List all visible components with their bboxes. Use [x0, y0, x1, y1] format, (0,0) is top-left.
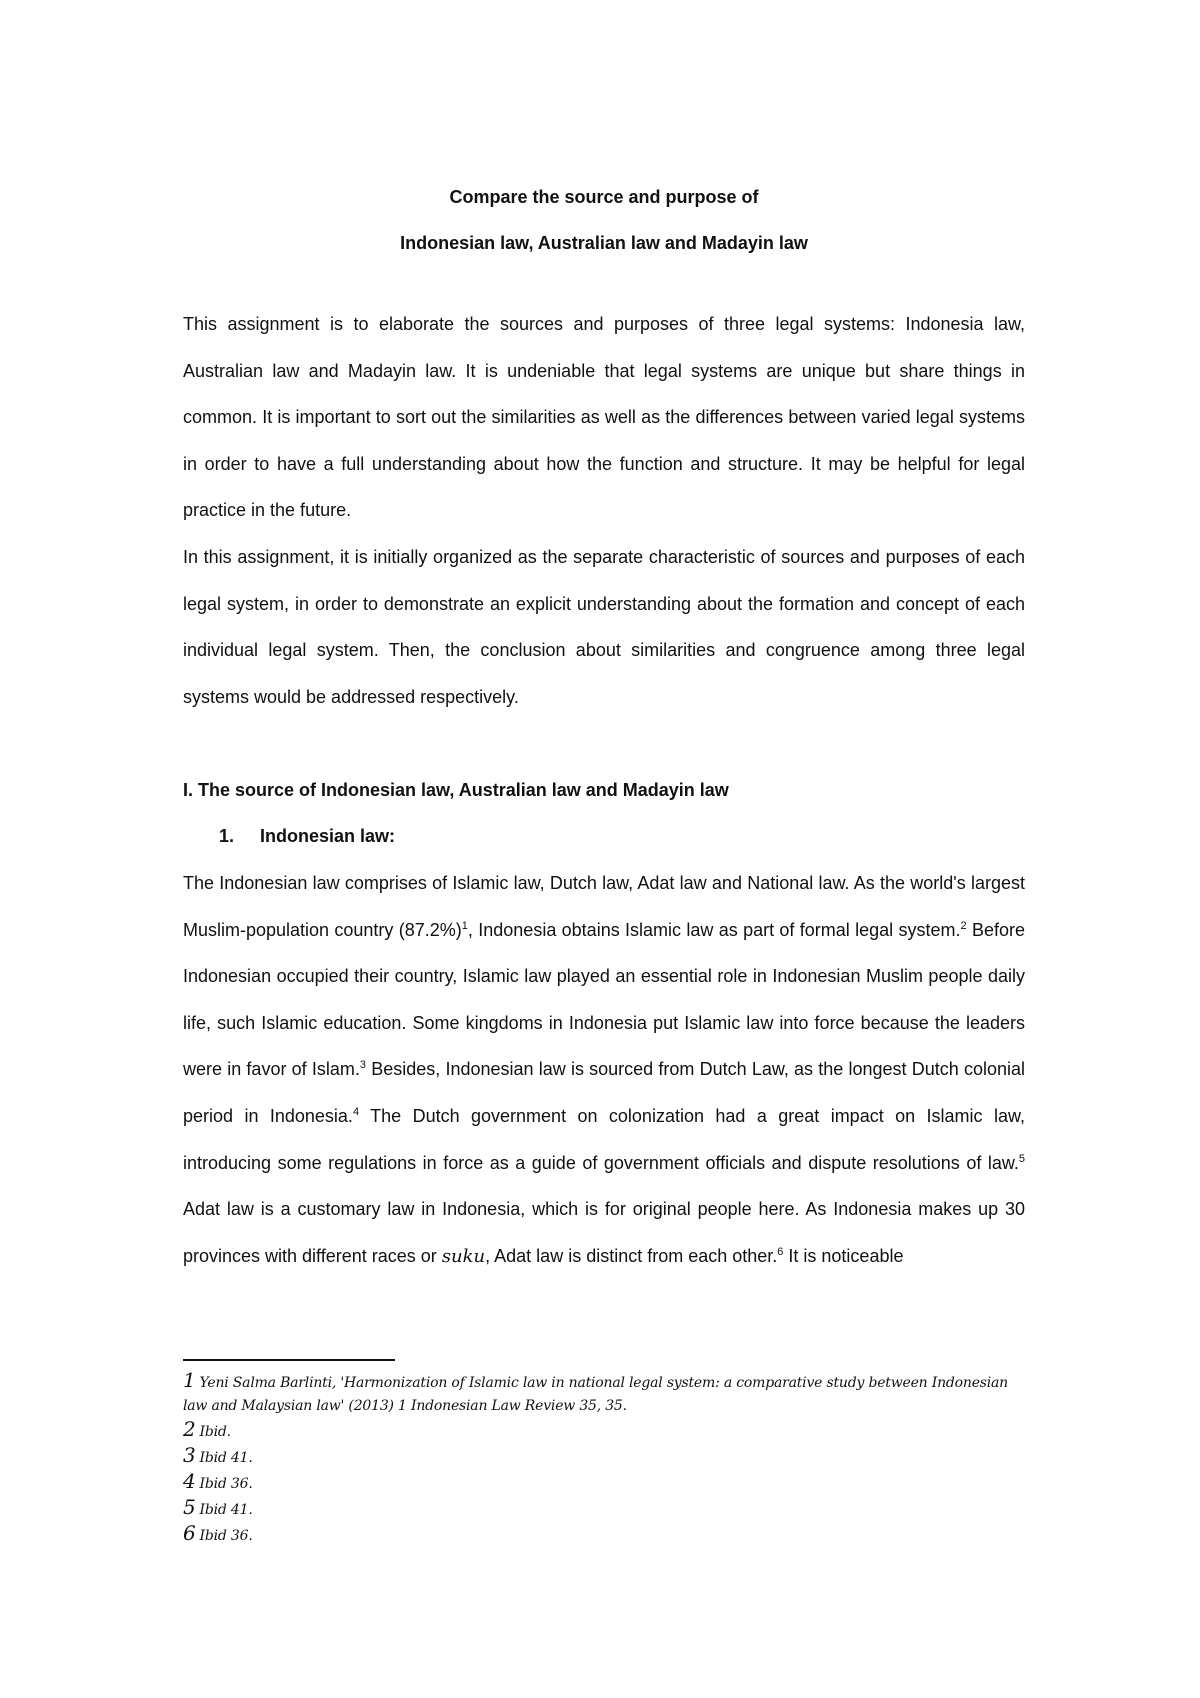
- footnote-ref-1[interactable]: 1: [461, 919, 468, 932]
- footnote-number: 4: [183, 1469, 196, 1493]
- footnote-separator: [183, 1359, 395, 1361]
- subsection-1-number: 1.: [219, 826, 235, 847]
- body-text-segment: Besides, Indonesian law is sourced from Dutch Law, as the longest Dutch colonial period in Indonesia.: [183, 1059, 1025, 1126]
- footnote-item: [183, 1444, 1025, 1470]
- footnote-text: Ibid 41.: [199, 1450, 253, 1466]
- indonesian-law-paragraph: [183, 860, 1025, 1280]
- body-text-segment: The Dutch government on colonization had a great impact on Islamic law, introducing some regulations in force as a guide of government officials and dispute resolutions of law.: [183, 1106, 1025, 1173]
- body-text-segment: The Indonesian law comprises of Islamic law, Dutch law, Adat law and National law. As the world's largest Muslim-population country (87.2%): [183, 873, 1025, 940]
- body-text-segment: Before Indonesian occupied their country, Islamic law played an essential role in Indonesian Muslim people daily life, such Islamic education. Some kingdoms in Indonesia put Islamic law into force because the leaders were in favor of Islam.: [183, 919, 1025, 1080]
- body-text-segment: Adat law is a customary law in Indonesia, which is for original people here. As Indonesia makes up 30 provinces with different races or: [183, 1199, 1025, 1266]
- footnote-item: [183, 1496, 1025, 1522]
- subsection-1-heading: [183, 813, 1025, 860]
- footnote-number: 1: [183, 1368, 196, 1392]
- footnote-number: 5: [183, 1495, 196, 1519]
- footnote-ref-5[interactable]: 5: [1018, 1152, 1025, 1165]
- document-title-line-1: Compare the source and purpose of: [449, 187, 759, 207]
- footnote-number: 3: [183, 1443, 196, 1467]
- footnote-text: Ibid 36.: [199, 1528, 253, 1544]
- footnote-ref-3[interactable]: 3: [359, 1059, 366, 1072]
- footnote-text: Ibid 41.: [199, 1502, 253, 1518]
- footnote-text: Ibid.: [199, 1424, 231, 1440]
- footnote-item: [183, 1522, 1025, 1548]
- footnote-item: [183, 1470, 1025, 1496]
- footnotes-section: [183, 1359, 1025, 1548]
- section-1-heading: I. The source of Indonesian law, Australian law and Madayin law: [183, 779, 729, 800]
- footnote-number: 2: [183, 1417, 196, 1441]
- intro-paragraph-2: In this assignment, it is initially organized as the separate characteristic of sources and purposes of each legal system, in order to demonstrate an explicit understanding about the formation and concept of each individual legal system. Then, the conclusion about similarities and congruence among three legal systems would be addressed respectively.: [183, 546, 1025, 707]
- document-body: [183, 185, 1025, 1280]
- document-title-line-2: Indonesian law, Australian law and Madayin law: [400, 233, 808, 253]
- footnote-item: [183, 1418, 1025, 1444]
- footnote-text: Yeni Salma Barlinti, 'Harmonization of Islamic law in national legal system: a comparative study between Indonesian law and Malaysian law' (2013) 1 Indonesian Law Review 35, 35.: [183, 1375, 1009, 1414]
- footnote-ref-4[interactable]: 4: [352, 1106, 360, 1118]
- footnote-ref-2[interactable]: 2: [960, 919, 967, 932]
- footnote-item: [183, 1369, 1025, 1418]
- footnote-number: 6: [183, 1521, 196, 1545]
- footnote-ref-6[interactable]: 6: [777, 1245, 784, 1258]
- footnote-text: Ibid 36.: [199, 1476, 253, 1492]
- italic-term-suku: suku: [441, 1245, 486, 1267]
- body-text-segment: , Indonesia obtains Islamic law as part of formal legal system.: [467, 919, 961, 940]
- subsection-1-title: Indonesian law:: [260, 826, 396, 847]
- body-text-segment: , Adat law is distinct from each other.: [485, 1245, 778, 1266]
- body-text-segment: It is noticeable: [783, 1245, 904, 1266]
- intro-paragraph-1: This assignment is to elaborate the sources and purposes of three legal systems: Indonesia law, Australian law and Madayin law. It is undeniable that legal systems are unique but share things in common. It is important to sort out the similarities as well as the differences between varied legal systems in order to have a full understanding about how the function and structure. It may be helpful for legal practice in the future.: [183, 314, 1025, 521]
